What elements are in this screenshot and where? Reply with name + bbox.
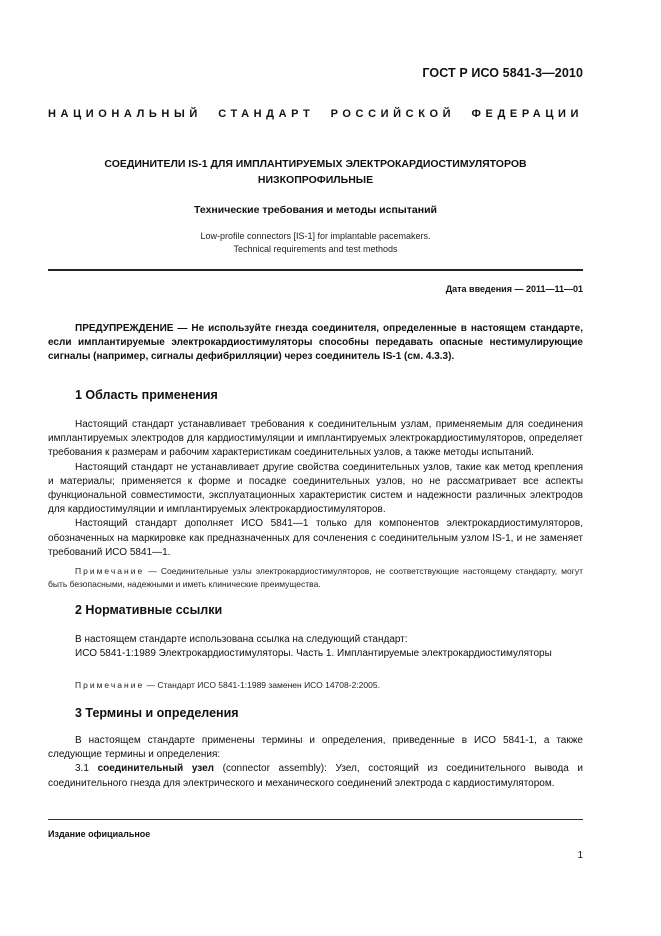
introduction-date: Дата введения — 2011—11—01	[445, 284, 583, 294]
title-line-1: СОЕДИНИТЕЛИ IS-1 ДЛЯ ИМПЛАНТИРУЕМЫХ ЭЛЕКТРОКАРДИОСТИМУЛЯТОРОВ	[104, 158, 527, 170]
section-2-body	[48, 633, 583, 661]
note-label: Примечание	[75, 566, 145, 576]
term-number: 3.1	[75, 763, 89, 775]
document-subtitle: Технические требования и методы испытаний	[194, 204, 437, 216]
section-2-reference: ИСО 5841-1:1989 Электрокардиостимуляторы. Часть 1. Имплантируемые электрокардиостимуляторы	[75, 648, 552, 660]
english-title	[48, 230, 583, 256]
section-3-heading: 3 Термины и определения	[75, 706, 239, 720]
warning-text: ПРЕДУПРЕЖДЕНИЕ — Не используйте гнезда соединителя, определенные в настоящем стандарте, если имплантируемые электрокардиостимуляторы способны передавать опасные нестимулирующие сигналы (например, сигналы дефибрилляции) через соединитель IS-1 (см. 4.3.3).	[48, 323, 583, 363]
section-3-paragraph-1: В настоящем стандарте применены термины и определения, приведенные в ИСО 5841-1, а также следующие термины и определения:	[48, 735, 583, 761]
note-label: Примечание	[75, 680, 145, 690]
section-1-paragraph-3: Настоящий стандарт дополняет ИСО 5841—1 только для компонентов электрокардиостимуляторов, обозначенных на маркировке как предназначенных для сочленения с соединительным узлом IS-1, и не заменяет требований ИСО 5841—1.	[48, 518, 583, 558]
section-1-heading: 1 Область применения	[75, 388, 218, 402]
section-2-paragraph-1: В настоящем стандарте использована ссылка на следующий стандарт:	[75, 634, 408, 645]
section-1-note	[48, 565, 583, 591]
edition-label: Издание официальное	[48, 829, 151, 839]
english-title-line-1: Low-profile connectors [IS-1] for implantable pacemakers.	[200, 231, 431, 241]
footer-divider	[48, 819, 583, 820]
term-definition-text: (connector assembly): Узел, состоящий из соединительного вывода и соединительного гнезда для электрического и механического соединений электрода с кардиостимулятором.	[48, 763, 583, 789]
english-title-line-2: Technical requirements and test methods	[233, 244, 398, 254]
section-2-heading: 2 Нормативные ссылки	[75, 603, 223, 617]
warning-block	[48, 322, 583, 365]
document-code: ГОСТ Р ИСО 5841-3—2010	[422, 66, 583, 80]
section-2-note	[48, 679, 583, 692]
title-line-2: НИЗКОПРОФИЛЬНЫЕ	[257, 174, 374, 186]
note-text: — Стандарт ИСО 5841-1:1989 заменен ИСО 14708-2:2005.	[144, 680, 380, 690]
note-text: — Соединительные узлы электрокардиостимуляторов, не соответствующие настоящему стандарту, могут быть безопасными, надежными и иметь клинические преимущества.	[48, 566, 583, 589]
organization-banner: НАЦИОНАЛЬНЫЙ СТАНДАРТ РОССИЙСКОЙ ФЕДЕРАЦИИ	[48, 108, 583, 120]
document-title	[48, 156, 583, 188]
section-1-paragraph-2: Настоящий стандарт не устанавливает другие свойства соединительных узлов, такие как метод крепления и материалы; применяется к форме и посадке соединительных узлов, но не рассматривает все аспекты функциональной совместимости, эксплуатационных характеристик систем и надежности различных электродов для кардиостимуляции и имплантируемых электрокардиостимуляторов.	[48, 461, 583, 516]
term-name: соединительный узел	[97, 763, 214, 775]
section-1-paragraph-1: Настоящий стандарт устанавливает требования к соединительным узлам, применяемым для соединения имплантируемых электродов для кардиостимуляции и имплантируемых электрокардиостимуляторов, определяет требования к размерам и рабочим характеристикам соединительных узлов, а также методы испытаний.	[48, 419, 583, 459]
section-1-body	[48, 418, 583, 560]
page-number: 1	[577, 850, 583, 861]
term-definition	[48, 762, 583, 790]
section-3-body	[48, 734, 583, 791]
title-divider	[48, 269, 583, 271]
